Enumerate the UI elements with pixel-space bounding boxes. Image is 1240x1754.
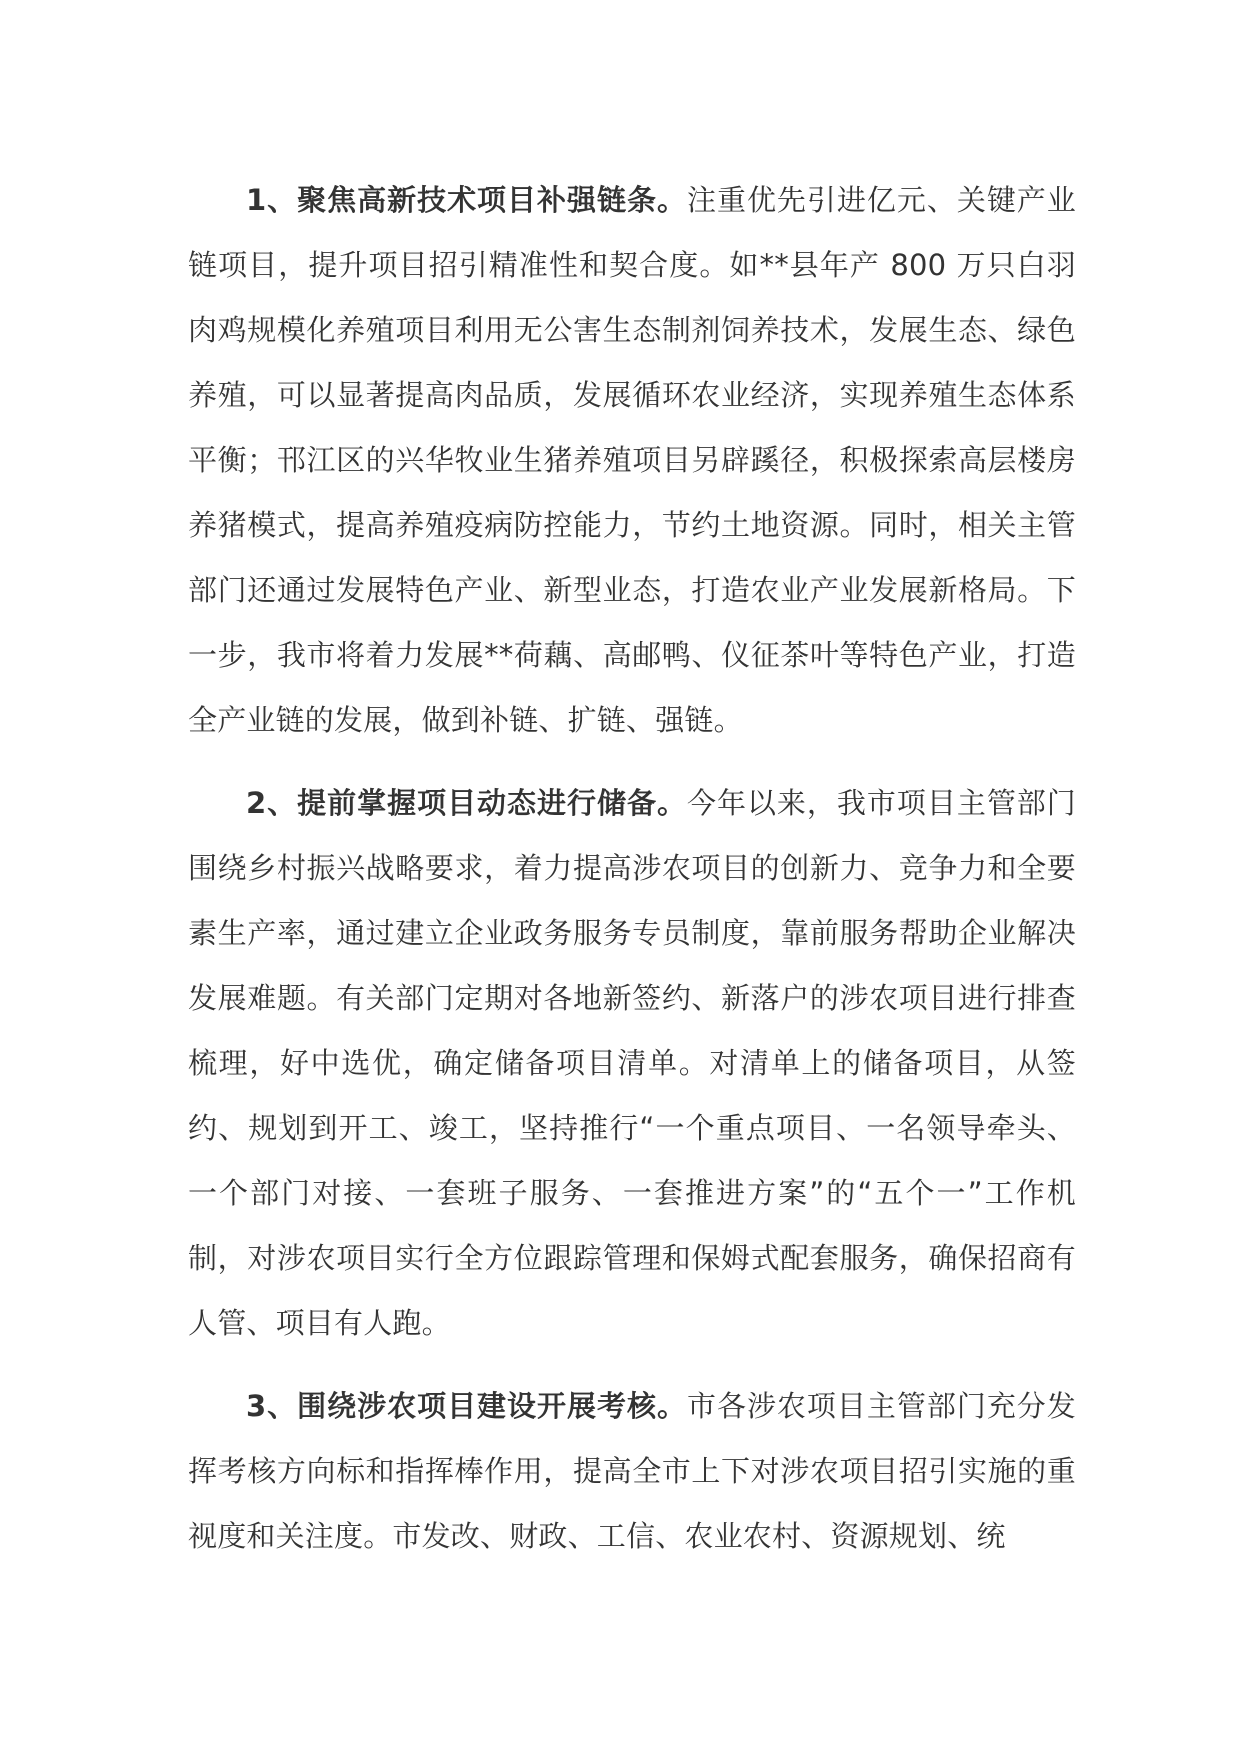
paragraph-2-heading: 2、提前掌握项目动态进行储备。: [246, 786, 687, 820]
paragraph-1-body: 注重优先引进亿元、关键产业链项目，提升项目招引精准性和契合度。如**县年产 800 万只白羽肉鸡规模化养殖项目利用无公害生态制剂饲养技术，发展生态、绿色养殖，可以显著提高肉品质，发展循环农业经济，实现养殖生态体系平衡；邗江区的兴华牧业生猪养殖项目另辟蹊径，积极探索高层楼房养猪模式，提高养殖疫病防控能力，节约土地资源。同时，相关主管部门还通过发展特色产业、新型业态，打造农业产业发展新格局。下一步，我市将着力发展**荷藕、高邮鸭、仪征茶叶等特色产业，打造全产业链的发展，做到补链、扩链、强链。: [188, 183, 1076, 737]
paragraph-3-heading: 3、围绕涉农项目建设开展考核。: [246, 1389, 687, 1423]
paragraph-3: [188, 1374, 1076, 1569]
paragraph-3-body: 市各涉农项目主管部门充分发挥考核方向标和指挥棒作用，提高全市上下对涉农项目招引实施的重视度和关注度。市发改、财政、工信、农业农村、资源规划、统: [188, 1389, 1076, 1553]
paragraph-2: [188, 771, 1076, 1356]
paragraph-1: [188, 168, 1076, 753]
document-body: [188, 168, 1076, 1587]
paragraph-2-body: 今年以来，我市项目主管部门围绕乡村振兴战略要求，着力提高涉农项目的创新力、竞争力和全要素生产率，通过建立企业政务服务专员制度，靠前服务帮助企业解决发展难题。有关部门定期对各地新签约、新落户的涉农项目进行排查梳理，好中选优，确定储备项目清单。对清单上的储备项目，从签约、规划到开工、竣工，坚持推行“一个重点项目、一名领导牵头、一个部门对接、一套班子服务、一套推进方案”的“五个一”工作机制，对涉农项目实行全方位跟踪管理和保姆式配套服务，确保招商有人管、项目有人跑。: [188, 786, 1076, 1340]
paragraph-1-heading: 1、聚焦高新技术项目补强链条。: [246, 183, 687, 217]
